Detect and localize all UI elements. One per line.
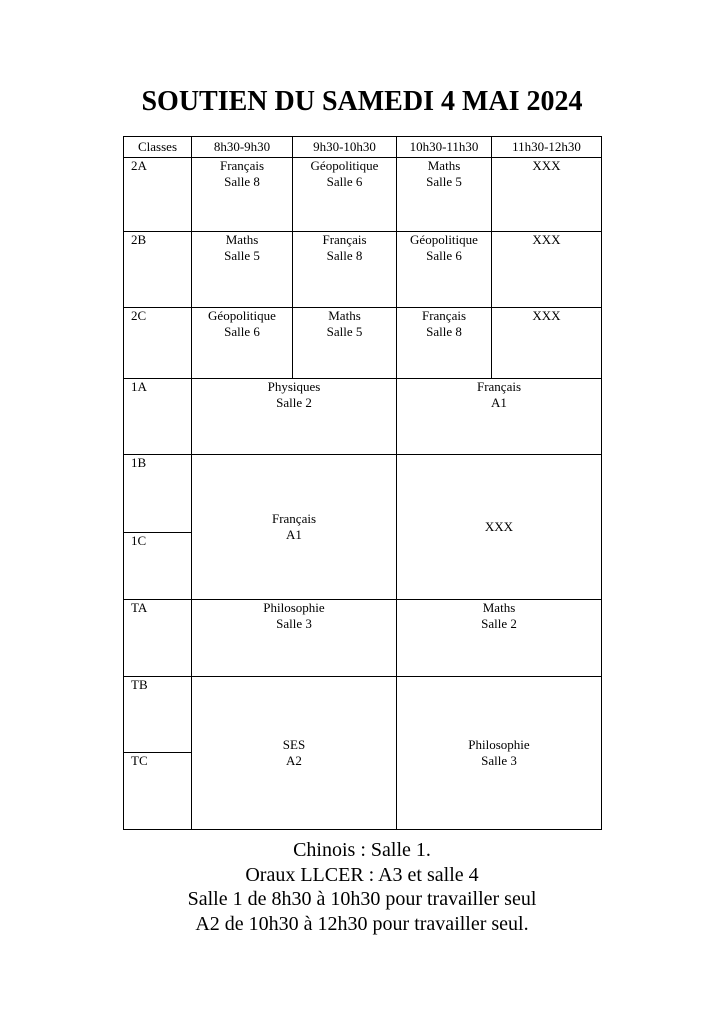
subject: Maths: [328, 308, 361, 323]
room: Salle 5: [224, 248, 260, 263]
table-cell: [293, 232, 397, 308]
table-cell: XXX: [492, 158, 602, 232]
subject: SES: [282, 737, 306, 752]
room: Salle 6: [224, 324, 260, 339]
table-cell: [397, 308, 492, 379]
room: Salle 6: [326, 174, 363, 189]
room: Salle 2: [481, 616, 517, 631]
class-cell: 1C: [124, 533, 192, 600]
table-row: [124, 158, 602, 232]
note-line: A2 de 10h30 à 12h30 pour travailler seul.: [195, 912, 529, 935]
table-cell: XXX: [397, 455, 602, 600]
table-cell: [397, 379, 602, 455]
table-cell: [397, 158, 492, 232]
room: Salle 5: [426, 174, 462, 189]
class-cell: TA: [124, 600, 192, 677]
note-line: Chinois : Salle 1.: [293, 839, 431, 861]
subject: Français: [421, 308, 467, 323]
subject: Philosophie: [263, 600, 325, 615]
table-row: [124, 379, 602, 455]
notes-block: [0, 838, 724, 936]
room: Salle 5: [326, 324, 363, 339]
class-cell: TB: [124, 677, 192, 753]
room: A1: [491, 395, 507, 410]
subject: Géopolitique: [410, 232, 478, 247]
table-row: [124, 232, 602, 308]
subject: Philosophie: [468, 737, 530, 752]
table-row: [124, 677, 602, 753]
header-classes: Classes: [124, 137, 192, 158]
room: Salle 8: [326, 248, 363, 263]
subject: Géopolitique: [310, 158, 379, 173]
room: Salle 3: [276, 616, 312, 631]
room: Salle 3: [481, 753, 517, 768]
subject: Français: [322, 232, 367, 247]
subject: Français: [219, 158, 265, 173]
subject: Géopolitique: [208, 308, 276, 323]
table-cell: [192, 158, 293, 232]
note-line: Salle 1 de 8h30 à 10h30 pour travailler seul: [187, 888, 537, 910]
class-cell: 1B: [124, 455, 192, 533]
table-cell: XXX: [492, 232, 602, 308]
table-cell: [397, 600, 602, 677]
table-row: [124, 600, 602, 677]
class-cell: 2A: [124, 158, 192, 232]
schedule-table: [123, 136, 602, 830]
subject: Maths: [427, 158, 461, 173]
room: Salle 8: [224, 174, 260, 189]
room: Salle 6: [426, 248, 462, 263]
subject: Physiques: [267, 379, 321, 394]
table-cell: [293, 308, 397, 379]
table-cell: [192, 232, 293, 308]
table-row: [124, 455, 602, 533]
subject: Français: [271, 511, 317, 526]
class-cell: 2B: [124, 232, 192, 308]
table-cell: [192, 379, 397, 455]
subject: Maths: [225, 232, 259, 247]
header-slot-2: 9h30-10h30: [293, 137, 397, 158]
table-cell: [397, 677, 602, 830]
room: A1: [286, 527, 302, 542]
note-line: Oraux LLCER : A3 et salle 4: [245, 863, 479, 886]
room: Salle 2: [276, 395, 312, 410]
header-slot-1: 8h30-9h30: [192, 137, 293, 158]
class-cell: 2C: [124, 308, 192, 379]
room: Salle 8: [426, 324, 462, 339]
class-cell: TC: [124, 753, 192, 830]
table-header-row: [124, 137, 602, 158]
table-cell: [192, 600, 397, 677]
header-slot-4: 11h30-12h30: [492, 137, 602, 158]
room: A2: [286, 753, 302, 768]
class-cell: 1A: [124, 379, 192, 455]
table-cell: [397, 232, 492, 308]
subject: Français: [476, 379, 522, 394]
table-cell: XXX: [492, 308, 602, 379]
header-slot-3: 10h30-11h30: [397, 137, 492, 158]
table-cell: [192, 677, 397, 830]
page-title: SOUTIEN DU SAMEDI 4 MAI 2024: [141, 86, 583, 117]
subject: Maths: [482, 600, 516, 615]
table-cell: [192, 455, 397, 600]
table-row: [124, 308, 602, 379]
table-cell: [293, 158, 397, 232]
table-cell: [192, 308, 293, 379]
